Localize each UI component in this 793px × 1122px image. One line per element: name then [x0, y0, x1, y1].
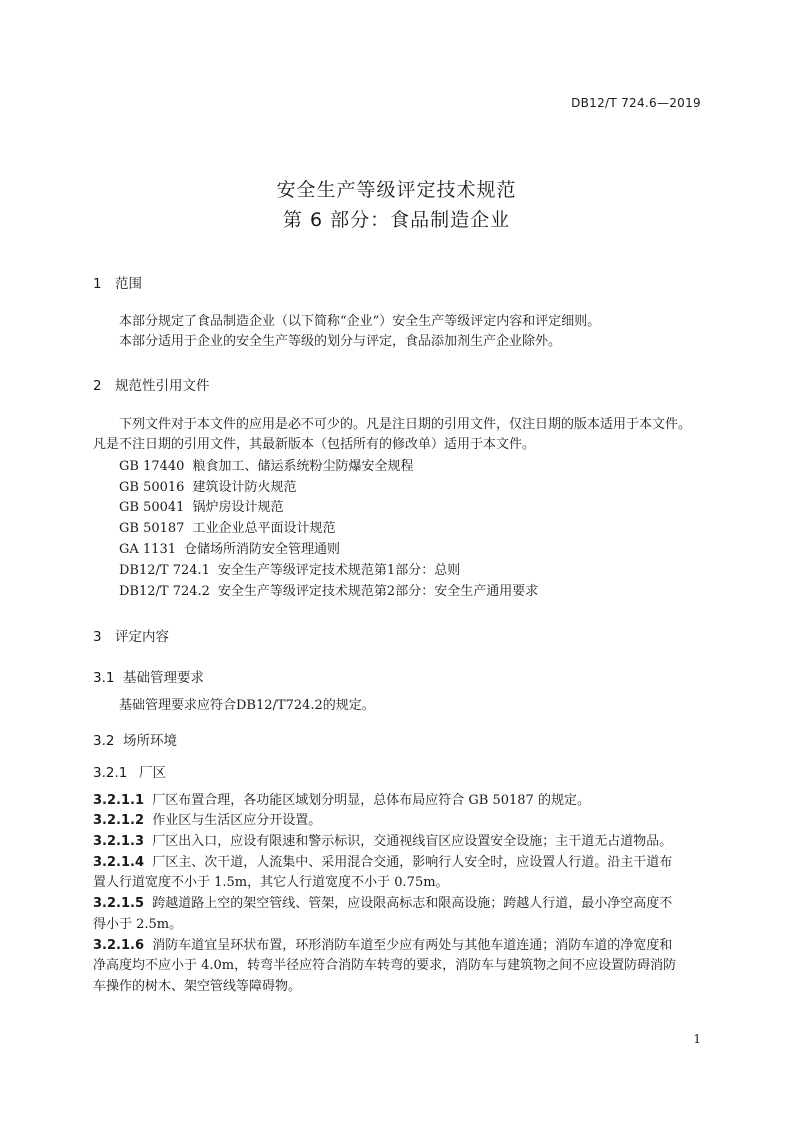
clause-number: 3.2.1.2 — [93, 813, 144, 828]
reference-title: 粮食加工、储运系统粉尘防爆安全规程 — [192, 459, 414, 474]
document-subtitle: 第 6 部分：食品制造企业 — [282, 209, 511, 231]
clause — [93, 811, 321, 832]
clause — [93, 894, 672, 915]
clause — [93, 832, 672, 853]
subsection-number: 3.2.1 — [93, 765, 128, 781]
reference-code: GA 1131 — [119, 542, 176, 557]
section-3-heading — [93, 625, 169, 645]
section-number: 1 — [93, 276, 102, 292]
reference-code: GB 50016 — [119, 480, 185, 495]
clause-number: 3.2.1.3 — [93, 834, 144, 849]
section-1-heading — [93, 272, 142, 292]
reference-item — [119, 519, 335, 540]
reference-item — [119, 457, 413, 478]
page-number: 1 — [693, 1032, 701, 1046]
subsection-3-2-1-heading — [93, 761, 166, 781]
section-title: 评定内容 — [115, 629, 169, 645]
subsection-title: 场所环境 — [123, 733, 177, 749]
reference-item — [119, 478, 296, 499]
reference-title: 建筑设计防火规范 — [192, 480, 297, 495]
reference-item — [119, 561, 460, 582]
reference-code: GB 17440 — [119, 459, 185, 474]
clause-text: 作业区与生活区应分开设置。 — [152, 813, 322, 828]
subsection-number: 3.2 — [93, 733, 115, 749]
clause-number: 3.2.1.6 — [93, 938, 144, 953]
subsection-number: 3.1 — [93, 670, 115, 686]
reference-item — [119, 540, 340, 561]
section-title: 范围 — [115, 276, 142, 292]
section-number: 3 — [93, 629, 102, 645]
reference-code: GB 50187 — [119, 521, 185, 536]
clause-number: 3.2.1.4 — [93, 855, 144, 870]
reference-title: 锅炉房设计规范 — [192, 500, 284, 515]
references-intro-line-1: 下列文件对于本文件的应用是必不可少的。凡是注日期的引用文件，仅注日期的版本适用于本文件。 — [119, 417, 692, 432]
document-title: 安全生产等级评定技术规范 — [276, 179, 517, 201]
reference-title: 安全生产等级评定技术规范第2部分：安全生产通用要求 — [217, 584, 539, 599]
reference-code: DB12/T 724.1 — [119, 563, 210, 578]
subsection-3-1-heading — [93, 666, 204, 686]
reference-item — [119, 582, 538, 603]
clause-text: 消防车道宜呈环状布置，环形消防车道至少应有两处与其他车道连通；消防车道的净宽度和 — [152, 938, 673, 953]
scope-paragraph-2: 本部分适用于企业的安全生产等级的划分与评定，食品添加剂生产企业除外。 — [119, 334, 562, 349]
clause-number: 3.2.1.1 — [93, 793, 144, 808]
reference-code: DB12/T 724.2 — [119, 584, 210, 599]
standard-code: DB12/T 724.6—2019 — [571, 96, 701, 110]
clause-number: 3.2.1.5 — [93, 896, 144, 911]
clause-text: 跨越道路上空的架空管线、管架，应设限高标志和限高设施；跨越人行道，最小净空高度不 — [152, 896, 673, 911]
subsection-3-1-text: 基础管理要求应符合DB12/T724.2的规定。 — [119, 698, 375, 713]
clause-continuation: 置人行道宽度不小于 1.5m，其它人行道宽度不小于 0.75m。 — [93, 875, 449, 890]
subsection-title: 基础管理要求 — [123, 670, 204, 686]
reference-title: 工业企业总平面设计规范 — [192, 521, 336, 536]
clause — [93, 791, 590, 812]
clause-text: 厂区主、次干道，人流集中、采用混合交通，影响行人安全时，应设置人行道。沿主干道布 — [152, 855, 673, 870]
scope-paragraph-1: 本部分规定了食品制造企业（以下简称“企业”）安全生产等级评定内容和评定细则。 — [119, 314, 601, 329]
clause-continuation: 净高度均不应小于 4.0m，转弯半径应符合消防车转弯的要求，消防车与建筑物之间不应设置防碍消防 — [93, 958, 677, 973]
reference-title: 仓储场所消防安全管理通则 — [184, 542, 341, 557]
references-intro-line-2: 凡是不注日期的引用文件，其最新版本（包括所有的修改单）适用于本文件。 — [93, 437, 536, 452]
reference-title: 安全生产等级评定技术规范第1部分：总则 — [217, 563, 461, 578]
subsection-3-2-heading — [93, 729, 177, 749]
clause-text: 厂区布置合理，各功能区域划分明显，总体布局应符合 GB 50187 的规定。 — [152, 793, 590, 808]
clause-continuation: 车操作的树木、架空管线等障碍物。 — [93, 979, 302, 994]
subsection-title: 厂区 — [139, 765, 166, 781]
section-title: 规范性引用文件 — [115, 378, 210, 394]
clause-text: 厂区出入口，应设有限速和警示标识，交通视线盲区应设置安全设施；主干道无占道物品。 — [152, 834, 673, 849]
clause — [93, 936, 672, 957]
reference-code: GB 50041 — [119, 500, 185, 515]
clause-continuation: 得小于 2.5m。 — [93, 917, 183, 932]
section-number: 2 — [93, 378, 102, 394]
reference-item — [119, 498, 283, 519]
clause — [93, 853, 672, 874]
section-2-heading — [93, 374, 210, 394]
